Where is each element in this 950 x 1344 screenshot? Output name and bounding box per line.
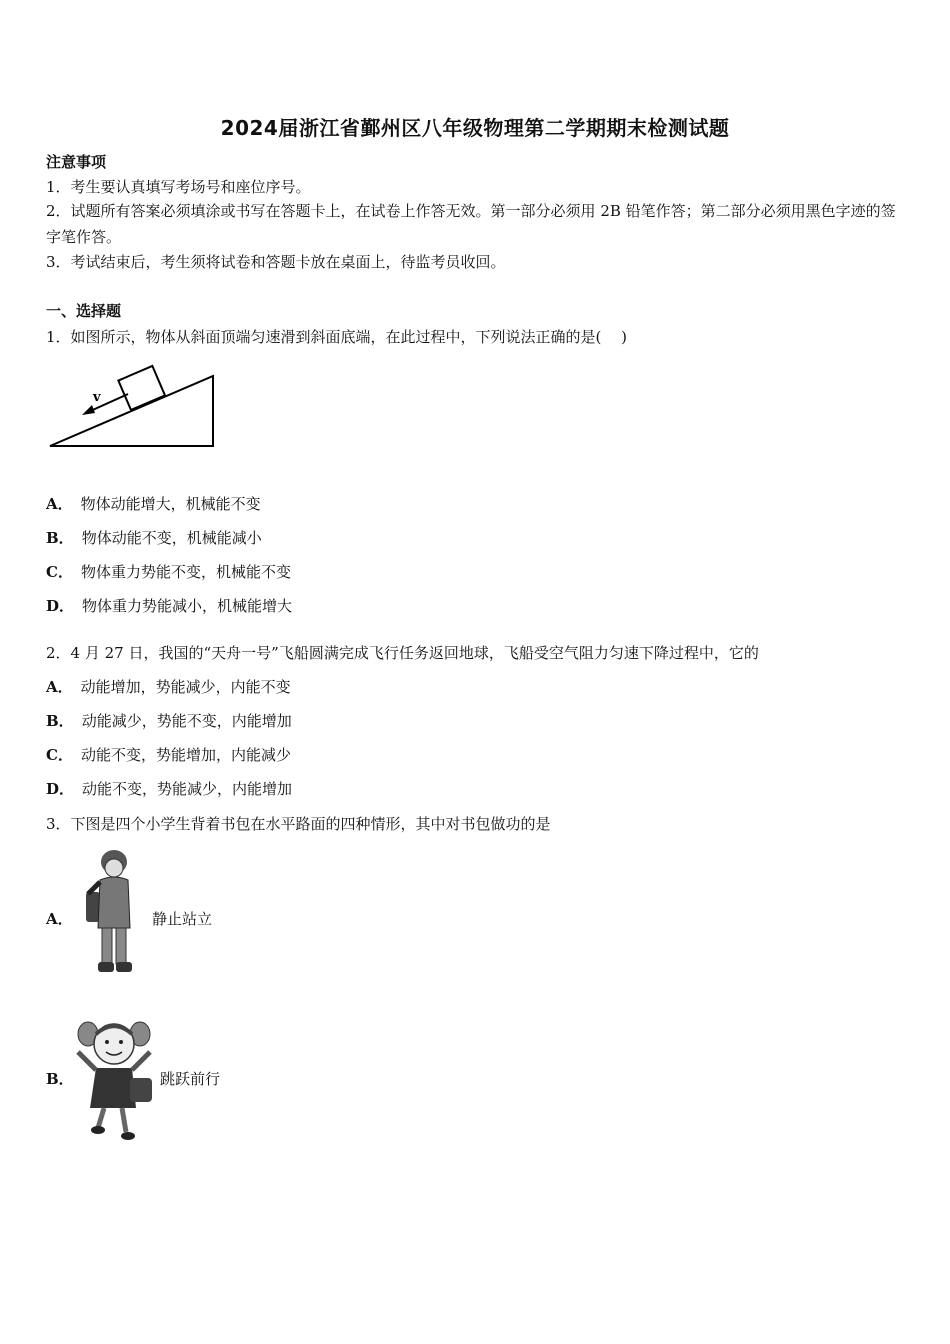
notice-heading: 注意事项 (46, 153, 107, 171)
q1-option-d: D． 物体重力势能减小，机械能增大 (46, 597, 293, 615)
q3-option-b-letter: B． (46, 1070, 74, 1088)
section-heading: 一、选择题 (46, 302, 122, 320)
standing-student-image (82, 848, 142, 980)
notice-item-1: 1．考生要认真填写考场号和座位序号。 (46, 178, 311, 196)
velocity-arrowhead (82, 405, 95, 415)
q1-option-a: A． 物体动能增大，机械能不变 (46, 495, 261, 513)
q3-option-a-text: 静止站立 (152, 910, 213, 928)
sliding-block (118, 366, 165, 410)
page-title: 2024届浙江省鄞州区八年级物理第二学期期末检测试题 (220, 116, 730, 140)
q2-option-d: D． 动能不变，势能减少，内能增加 (46, 780, 293, 798)
question-3-stem: 3．下图是四个小学生背着书包在水平路面的四种情形，其中对书包做功的是 (46, 815, 551, 833)
q1-option-c: C． 物体重力势能不变，机械能不变 (46, 563, 291, 581)
q2-option-b: B． 动能减少，势能不变，内能增加 (46, 712, 292, 730)
q1-option-b: B． 物体动能不变，机械能减小 (46, 529, 262, 547)
jumping-student-image (74, 1012, 158, 1144)
q2-option-c: C． 动能不变，势能增加，内能减少 (46, 746, 291, 764)
q3-option-a-letter: A． (46, 910, 73, 928)
notice-item-2: 2．试题所有答案必须填涂或书写在答题卡上，在试卷上作答无效。第一部分必须用 2B 铅笔作答；第二部分必须用黑色字迹的签字笔作答。 (46, 202, 896, 246)
notice-item-3: 3．考试结束后，考生须将试卷和答题卡放在桌面上，待监考员收回。 (46, 253, 506, 271)
question-1-stem: 1．如图所示，物体从斜面顶端匀速滑到斜面底端，在此过程中，下列说法正确的是( ) (46, 328, 628, 346)
q2-option-a: A． 动能增加，势能减少，内能不变 (46, 678, 291, 696)
q3-option-b-text: 跳跃前行 (160, 1070, 221, 1088)
incline-diagram (46, 358, 221, 453)
question-2-stem: 2．4 月 27 日，我国的“天舟一号”飞船圆满完成飞行任务返回地球，飞船受空气阻力匀速下降过程中，它的 (46, 644, 759, 662)
velocity-label: v (93, 390, 101, 405)
